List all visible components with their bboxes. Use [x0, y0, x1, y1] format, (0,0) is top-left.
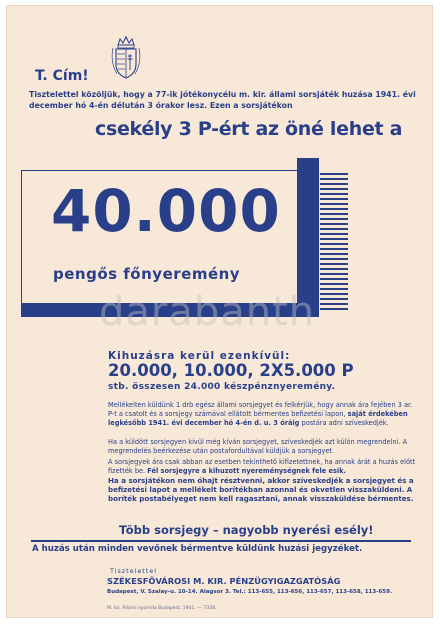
- headline: csekély 3 P-ért az öné lehet a: [95, 118, 403, 140]
- paragraph-extra-tickets: Ha a küldött sorsjegyen kívül még kíván sorsjegyet, szíveskedjék azt külön megrendelni. A megrendelés beérkezése után postafordultával küldjük a sorsjegyet.: [108, 438, 408, 455]
- draw-amounts: 20.000, 10.000, 2X5.000 P: [108, 361, 354, 380]
- lottery-flyer: [6, 5, 433, 618]
- paragraph-price-terms: A sorsjegyek ára csak abban az esetben tekinthető kifizetettnek, ha annak árát a huzás előtt fizették be. Fél sorsjegyre a kihuzott nyereménységnek fele esik.: [108, 458, 416, 475]
- watermark: darabanth: [99, 289, 316, 335]
- slogan: Több sorsjegy – nagyobb nyerési esély!: [119, 523, 374, 537]
- intro-text: Tisztelettel közöljük, hogy a 77-ik jótékonycélu m. kir. állami sorsjáték huzása 1941. évi december hó 4-én délután 3 órakor lesz. Ezen a sorsjátékon: [29, 90, 416, 110]
- draw-total: stb. összesen 24.000 készpénznyeremény.: [108, 382, 336, 392]
- main-prize-label: pengős főnyeremény: [53, 265, 241, 283]
- divider: [31, 540, 411, 542]
- draw-heading: Kihuzásra kerül ezenkívül:: [108, 350, 291, 362]
- footer-notice: A huzás után minden vevőnek bérmentve küldünk huzási jegyzéket.: [32, 544, 363, 554]
- greeting: Tisztelettel: [110, 567, 158, 575]
- printer-imprint: M. kir. Állami nyomda Budapest. 1941. — 7328.: [107, 606, 217, 611]
- paragraph-instructions: Mellékelten küldünk 1 drb egész állami sorsjegyet és felkérjük, hogy annak ára fejében 3 ar. P-t a csatolt és a sorsjegy számával ellátott bérmentes befizetési lapon, saját érdekében legkésőbb 1941. évi december hó 4-én d. u. 3 óráig postára adni szíveskedjék.: [108, 401, 413, 427]
- main-prize-amount: 40.000: [51, 177, 281, 245]
- decorative-stripes: [320, 173, 348, 310]
- organization-name: SZÉKESFŐVÁROSI M. KIR. PÉNZÜGYIGAZGATÓSÁG: [107, 576, 341, 586]
- salutation: T. Cím!: [35, 68, 89, 84]
- paragraph-return-notice: Ha a sorsjátékon nem óhajt résztvenni, akkor szíveskedjék a sorsjegyet és a befizetési lapot a mellékelt borítékban azonnal és okvetlen visszaküldeni. A boríték postabélyeget nem kell ragasztani, annak visszaküldése bérmentes.: [108, 476, 414, 503]
- hungarian-coat-of-arms-icon: [109, 36, 143, 80]
- organization-address: Budapest, V. Szalay-u. 10-14. Alagsor 3. Tel.: 113-655, 113-656, 113-657, 113-658, 113-659.: [107, 589, 393, 595]
